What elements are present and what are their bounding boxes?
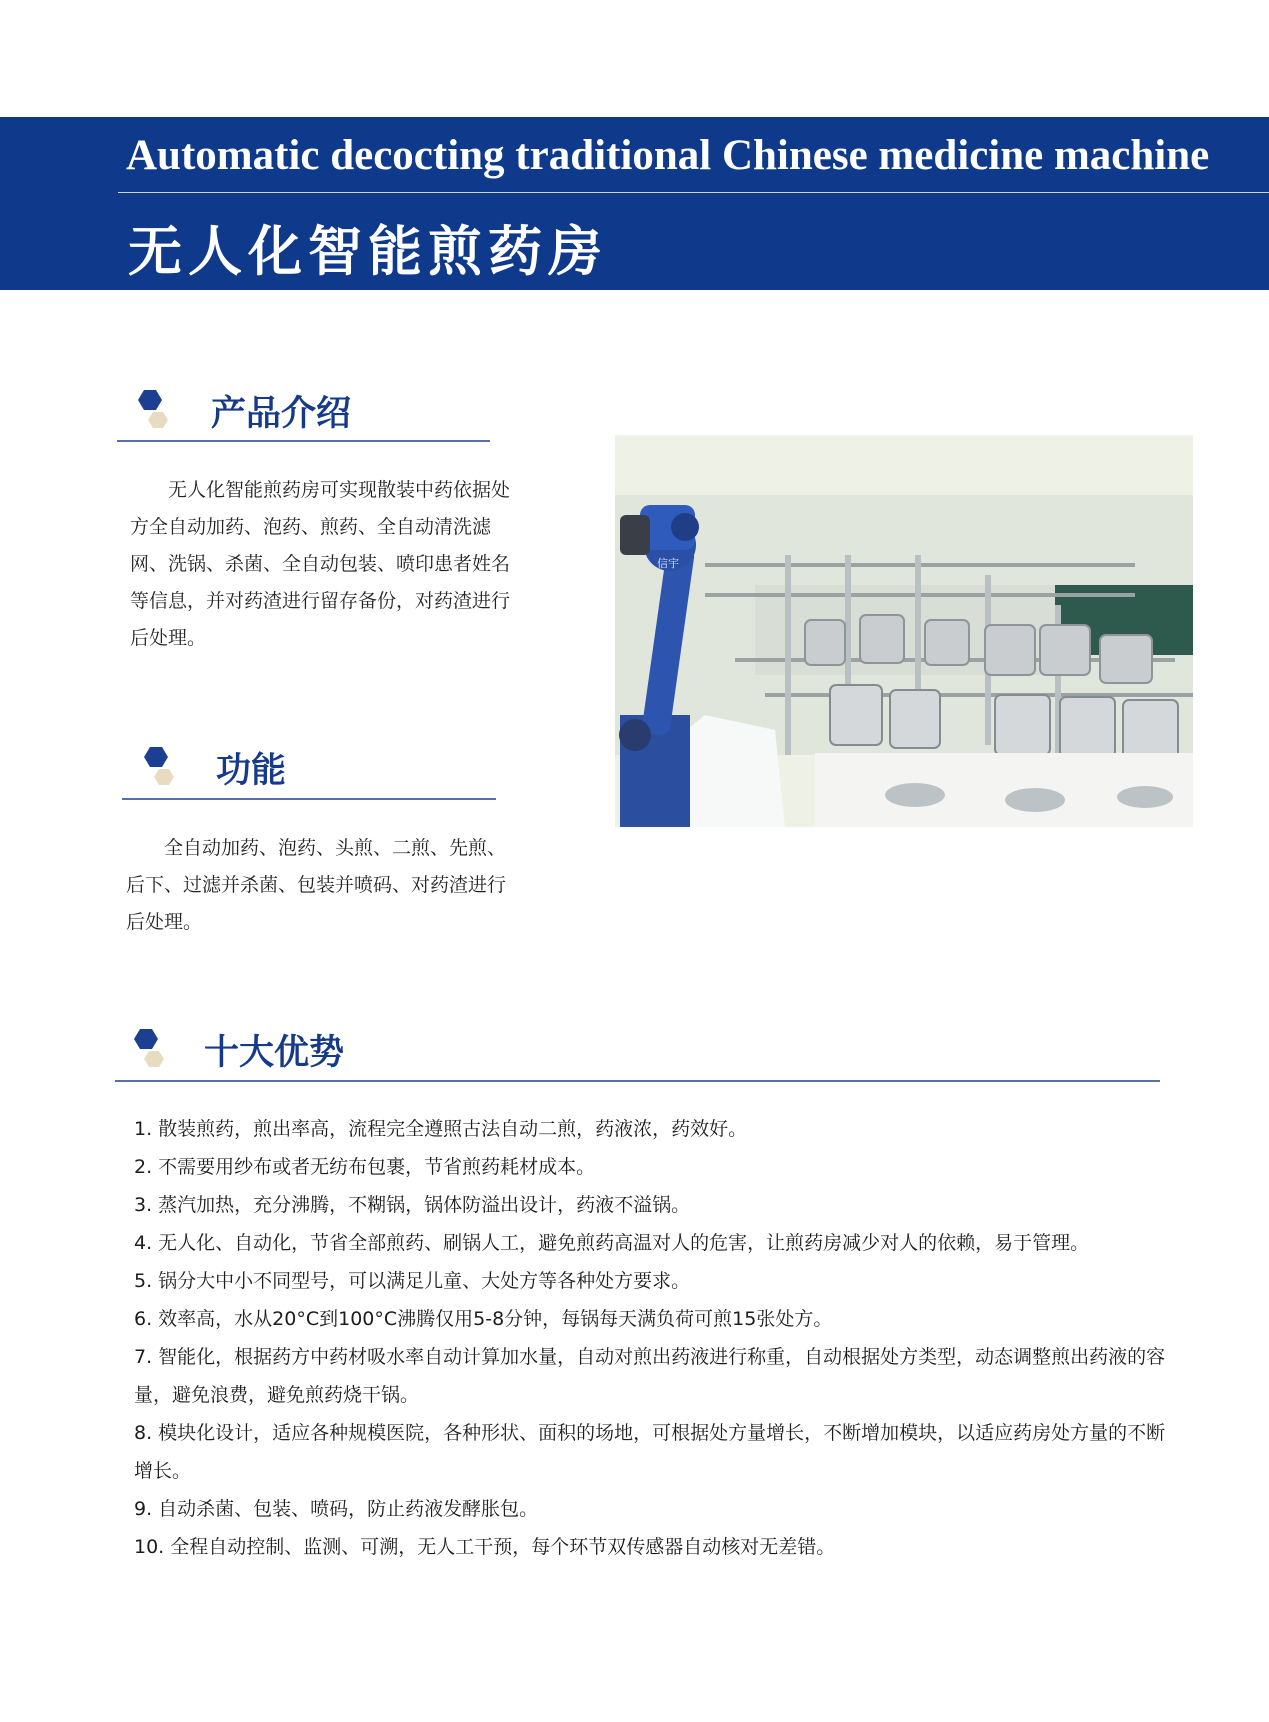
hexagon-pair-icon (135, 388, 191, 428)
list-item: 7. 智能化，根据药方中药材吸水率自动计算加水量，自动对煎出药液进行称重，自动根据处方类型，动态调整煎出药液的容量，避免浪费，避免煎药烧干锅。 (134, 1346, 1166, 1406)
list-item: 6. 效率高，水从20°C到100°C沸腾仅用5-8分钟，每锅每天满负荷可煎15张处方。 (134, 1308, 833, 1330)
function-paragraph (126, 830, 516, 941)
advantages-list (134, 1110, 1174, 1566)
section-title-function: 功能 (216, 751, 287, 791)
hexagon-pair-icon (131, 1027, 187, 1067)
list-item: 8. 模块化设计，适应各种规模医院，各种形状、面积的场地，可根据处方量增长，不断增加模块，以适应药房处方量的不断增长。 (134, 1422, 1166, 1482)
intro-paragraph (130, 472, 515, 657)
section-title-intro: 产品介绍 (211, 394, 352, 434)
list-item: 3. 蒸汽加热，充分沸腾，不糊锅，锅体防溢出设计，药液不溢锅。 (134, 1194, 691, 1216)
banner-title-en: Automatic decocting traditional Chinese medicine machine (126, 132, 1210, 179)
section-divider (115, 1080, 1160, 1082)
list-item: 9. 自动杀菌、包装、喷码，防止药液发酵胀包。 (134, 1498, 539, 1520)
header-banner (0, 117, 1269, 290)
decocting-room-illustration (615, 435, 1193, 827)
section-divider (122, 798, 496, 800)
banner-divider (118, 192, 1269, 193)
section-title-advantages: 十大优势 (204, 1033, 345, 1073)
intro-text: 无人化智能煎药房可实现散装中药依据处方全自动加药、泡药、煎药、全自动清洗滤网、洗锅、杀菌、全自动包装、喷印患者姓名等信息，并对药渣进行留存备份，对药渣进行后处理。 (130, 479, 511, 649)
list-item: 10. 全程自动控制、监测、可溯，无人工干预，每个环节双传感器自动核对无差错。 (134, 1536, 836, 1558)
function-text: 全自动加药、泡药、头煎、二煎、先煎、后下、过滤并杀菌、包装并喷码、对药渣进行后处理。 (126, 837, 507, 933)
hexagon-pair-icon (141, 745, 197, 785)
robot-brand-label: 信宇 (657, 557, 679, 570)
list-item: 1. 散装煎药，煎出率高，流程完全遵照古法自动二煎，药液浓，药效好。 (134, 1118, 748, 1140)
section-divider (117, 440, 490, 442)
list-item: 4. 无人化、自动化，节省全部煎药、刷锅人工，避免煎药高温对人的危害，让煎药房减少对人的依赖，易于管理。 (134, 1232, 1090, 1254)
machine-photo (615, 435, 1193, 827)
list-item: 5. 锅分大中小不同型号，可以满足儿童、大处方等各种处方要求。 (134, 1270, 691, 1292)
list-item: 2. 不需要用纱布或者无纺布包裹，节省煎药耗材成本。 (134, 1156, 596, 1178)
banner-title-cn: 无人化智能煎药房 (128, 219, 608, 283)
